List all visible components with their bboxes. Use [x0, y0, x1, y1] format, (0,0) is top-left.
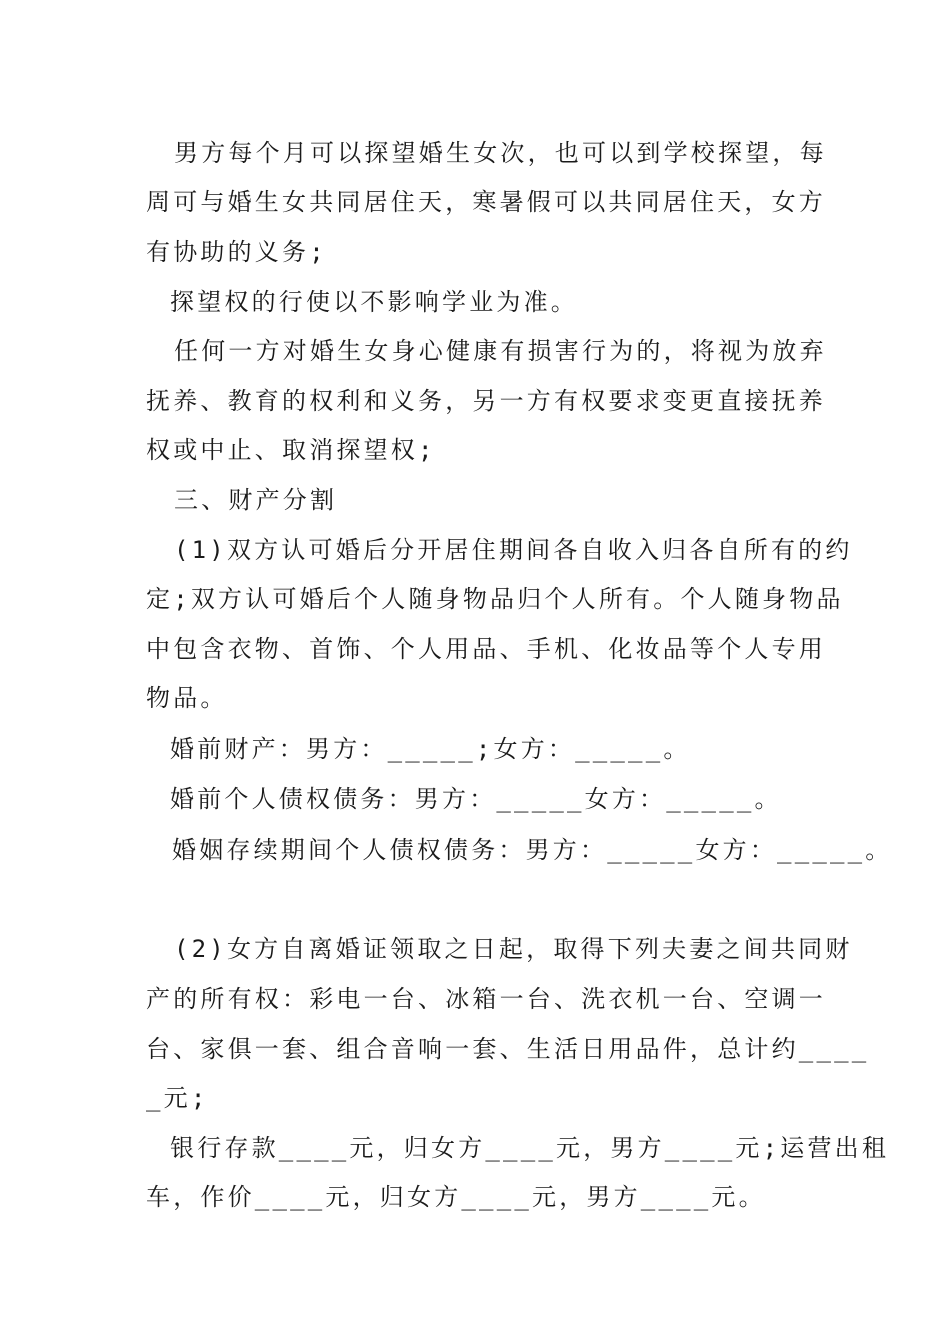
text-line: 抚养、教育的权利和义务，另一方有权要求变更直接抚养	[146, 387, 826, 415]
text-line: 车，作价____元，归女方____元，男方____元。	[146, 1183, 766, 1211]
text-line: 周可与婚生女共同居住天，寒暑假可以共同居住天，女方	[146, 188, 826, 216]
text-line: 台、家俱一套、组合音响一套、生活日用品件，总计约____	[146, 1035, 870, 1063]
text-line: 探望权的行使以不影响学业为准。	[170, 288, 578, 316]
text-line: (1)双方认可婚后分开居住期间各自收入归各自所有的约	[174, 536, 853, 564]
text-line: 婚姻存续期间个人债权债务：男方：_____女方：_____。	[172, 836, 893, 864]
text-line: (2)女方自离婚证领取之日起，取得下列夫妻之间共同财	[174, 935, 853, 963]
text-line: 婚前财产：男方：_____;女方：_____。	[170, 735, 691, 763]
text-line: 银行存款____元，归女方____元，男方____元;运营出租	[170, 1134, 890, 1162]
text-line: 权或中止、取消探望权;	[146, 436, 436, 464]
text-line: 任何一方对婚生女身心健康有损害行为的，将视为放弃	[174, 337, 827, 365]
section-heading: 三、财产分割	[174, 486, 338, 514]
text-line: 中包含衣物、首饰、个人用品、手机、化妆品等个人专用	[146, 635, 826, 663]
text-line: 有协助的义务;	[146, 238, 327, 266]
text-line: 男方每个月可以探望婚生女次，也可以到学校探望，每	[174, 139, 827, 167]
text-line: 产的所有权：彩电一台、冰箱一台、洗衣机一台、空调一	[146, 985, 826, 1013]
text-line: 物品。	[146, 684, 228, 712]
text-line: _元;	[146, 1084, 209, 1112]
text-line: 婚前个人债权债务：男方：_____女方：_____。	[170, 785, 782, 813]
text-line: 定;双方认可婚后个人随身物品归个人所有。个人随身物品	[146, 585, 844, 613]
